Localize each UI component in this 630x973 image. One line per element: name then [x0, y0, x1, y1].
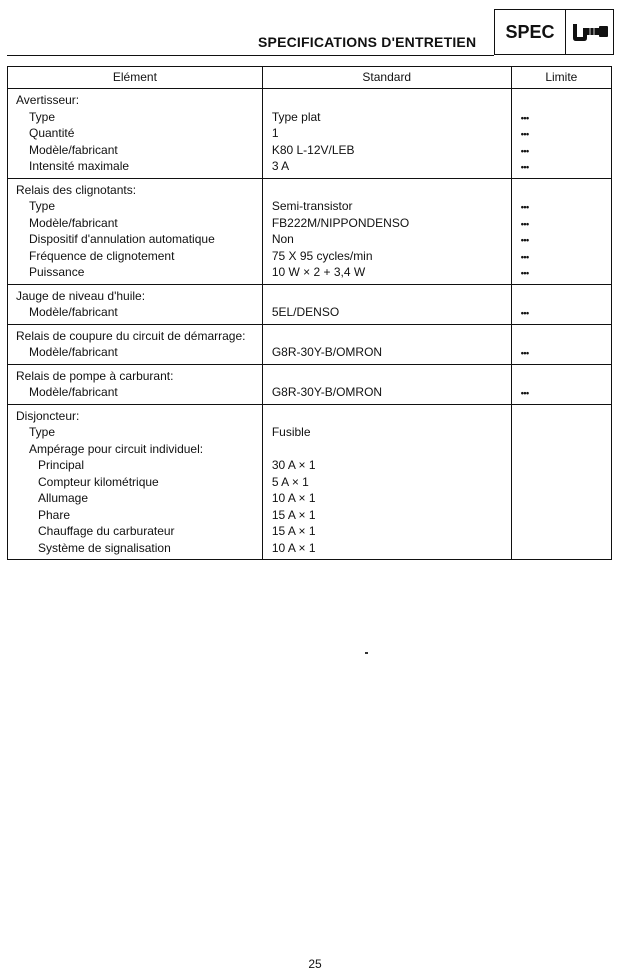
spec-label: Modèle/fabricant [29, 345, 118, 359]
spec-limit [512, 198, 611, 215]
spec-value: 15 A × 1 [271, 507, 316, 522]
limit-cell [511, 364, 611, 404]
spec-limit [512, 474, 611, 491]
standard-cell [262, 404, 511, 560]
spec-label: Compteur kilométrique [38, 474, 159, 489]
spec-label: Principal [38, 458, 85, 472]
column-header-standard: Standard [262, 67, 511, 89]
limit-dots: ••• [520, 251, 529, 262]
spec-value: FB222M/NIPPONDENSO [271, 215, 410, 230]
spec-limit [512, 424, 611, 441]
spec-limit [512, 248, 611, 265]
standard-cell [262, 178, 511, 284]
spec-label: Dispositif d'annulation automatique [29, 232, 215, 246]
spec-limit [512, 158, 611, 175]
limit-cell [511, 404, 611, 560]
spec-value: 75 X 95 cycles/min [271, 248, 373, 263]
spec-value: Type plat [271, 109, 321, 124]
spec-label: Ampérage pour circuit individuel: [29, 441, 204, 456]
spec-label: Quantité [29, 126, 75, 140]
limit-dots: ••• [520, 235, 529, 245]
spec-value: 3 A [271, 159, 290, 173]
spec-limit [512, 457, 611, 474]
spec-limit [512, 109, 611, 126]
spec-value: 5EL/DENSO [271, 305, 340, 319]
spec-label: Phare [38, 507, 71, 522]
spec-value [263, 441, 511, 458]
spec-value: 1 [271, 126, 279, 140]
spec-limit [512, 215, 611, 232]
spec-label: Modèle/fabricant [29, 215, 118, 230]
spec-table [7, 66, 612, 560]
table-row [8, 89, 612, 179]
group-title: Relais de coupure du circuit de démarrage: [16, 328, 246, 343]
limit-dots: ••• [520, 268, 529, 278]
column-header-element: Elément [8, 67, 263, 89]
spec-label: Chauffage du carburateur [38, 524, 175, 538]
spec-value: G8R-30Y-B/OMRON [271, 345, 383, 359]
element-cell [8, 324, 263, 364]
scan-speck [365, 652, 368, 654]
group-title: Jauge de niveau d'huile: [16, 288, 146, 303]
spec-value: 30 A × 1 [271, 458, 316, 472]
page-title: SPECIFICATIONS D'ENTRETIEN [258, 34, 477, 50]
limit-dots: ••• [520, 202, 529, 212]
spec-badge-label: SPEC [495, 10, 566, 54]
spec-value: 10 A × 1 [271, 491, 316, 505]
spec-value: Fusible [271, 425, 311, 439]
spec-label: Intensité maximale [29, 159, 130, 173]
spec-limit [512, 507, 611, 524]
group-title: Avertisseur: [16, 93, 80, 107]
spec-value: 5 A × 1 [271, 474, 309, 489]
spec-limit [512, 540, 611, 557]
limit-dots: ••• [520, 308, 529, 318]
spec-label: Modèle/fabricant [29, 142, 118, 157]
spec-value: Non [271, 232, 294, 246]
standard-cell [262, 89, 511, 179]
table-row [8, 284, 612, 324]
group-title: Relais des clignotants: [16, 182, 137, 197]
spec-value: 10 W × 2 + 3,4 W [271, 265, 366, 279]
spec-value: K80 L-12V/LEB [271, 142, 355, 157]
spec-group [8, 364, 612, 404]
spec-label: Type [29, 109, 56, 124]
spec-limit [512, 490, 611, 507]
spec-label: Système de signalisation [38, 540, 171, 555]
standard-cell [262, 364, 511, 404]
limit-dots: ••• [520, 145, 529, 156]
standard-cell [262, 324, 511, 364]
spec-limit [512, 142, 611, 159]
spec-limit [512, 264, 611, 281]
header-rule [7, 55, 494, 56]
limit-cell [511, 284, 611, 324]
spec-group [8, 284, 612, 324]
spec-label: Modèle/fabricant [29, 305, 118, 319]
limit-cell [511, 324, 611, 364]
page-number: 25 [308, 957, 322, 971]
spec-limit [512, 304, 611, 321]
spec-label: Type [29, 199, 56, 213]
element-cell [8, 284, 263, 324]
spec-badge [494, 9, 614, 55]
spec-limit [512, 441, 611, 458]
spec-value: G8R-30Y-B/OMRON [271, 385, 383, 399]
element-cell [8, 178, 263, 284]
limit-cell [511, 89, 611, 179]
spec-group [8, 89, 612, 179]
limit-dots: ••• [520, 112, 529, 123]
table-row [8, 364, 612, 404]
spec-limit [512, 384, 611, 401]
table-header-row [8, 67, 612, 89]
limit-dots: ••• [520, 218, 529, 229]
element-cell [8, 89, 263, 179]
spec-limit [512, 344, 611, 361]
limit-dots: ••• [520, 162, 529, 172]
spec-label: Type [29, 425, 56, 439]
spec-limit [512, 231, 611, 248]
spec-value: 10 A × 1 [271, 540, 316, 555]
limit-cell [511, 178, 611, 284]
spec-group [8, 178, 612, 284]
spec-label: Modèle/fabricant [29, 385, 118, 399]
spec-limit [512, 523, 611, 540]
spec-limit [512, 125, 611, 142]
limit-dots: ••• [520, 348, 529, 358]
table-row [8, 324, 612, 364]
element-cell [8, 404, 263, 560]
table-row [8, 178, 612, 284]
spec-label: Puissance [29, 265, 85, 279]
spec-group [8, 324, 612, 364]
group-title: Relais de pompe à carburant: [16, 368, 174, 383]
spec-value: 15 A × 1 [271, 524, 316, 538]
element-cell [8, 364, 263, 404]
spec-label: Allumage [38, 491, 89, 505]
spec-value: Semi-transistor [271, 199, 353, 213]
spec-label: Fréquence de clignotement [29, 248, 175, 263]
spec-group [8, 404, 612, 560]
limit-dots: ••• [520, 129, 529, 139]
micrometer-icon [566, 10, 613, 54]
limit-dots: ••• [520, 388, 529, 398]
table-row [8, 404, 612, 560]
group-title: Disjoncteur: [16, 408, 80, 423]
standard-cell [262, 284, 511, 324]
column-header-limit: Limite [511, 67, 611, 89]
